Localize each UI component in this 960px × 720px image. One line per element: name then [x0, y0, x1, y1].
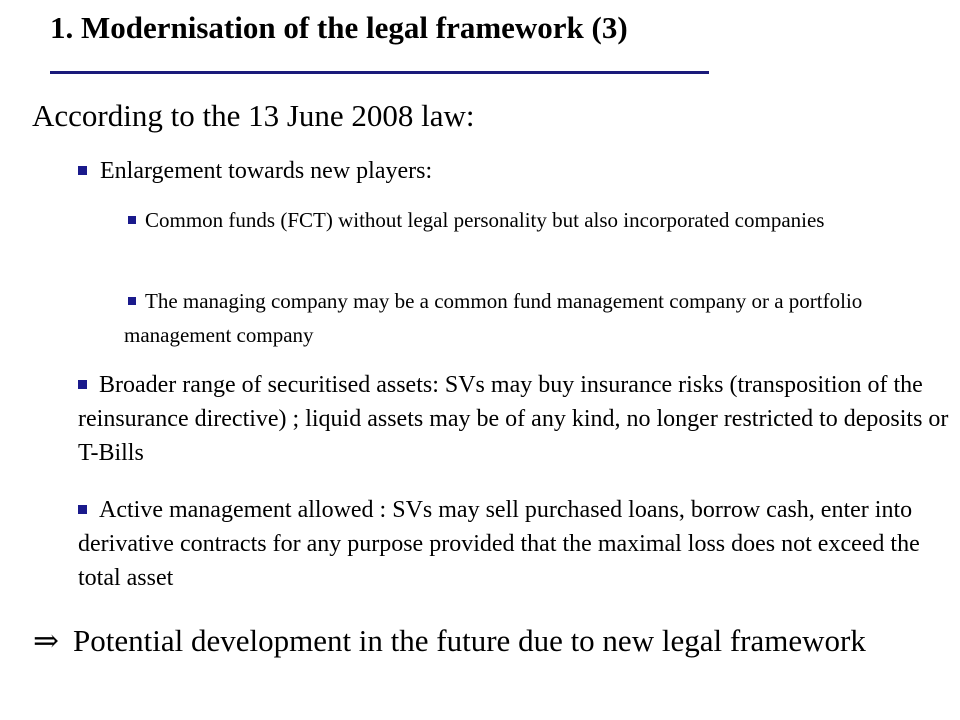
sub-bullet-common-funds: [124, 203, 924, 237]
title-underline: [50, 71, 709, 74]
square-bullet-icon: [78, 505, 87, 514]
sub-bullet-managing-company-text: The managing company may be a common fund management company or a portfolio management company: [124, 289, 863, 347]
bullet-enlargement: [78, 153, 432, 189]
page-title: 1. Modernisation of the legal framework (3): [50, 10, 628, 45]
implies-arrow-icon: ⇒: [33, 623, 59, 658]
square-bullet-icon: [78, 380, 87, 389]
bullet-securitised-assets-text: Broader range of securitised assets: SVs may buy insurance risks (transposition of the reinsurance directive) ; liquid assets may be of any kind, no longer restricted to deposits or T-Bills: [78, 372, 949, 466]
conclusion-text: Potential development in the future due to new legal framework: [72, 623, 866, 658]
bullet-enlargement-text: Enlargement towards new players:: [100, 158, 433, 184]
square-bullet-icon: [78, 166, 87, 175]
square-bullet-icon: [128, 216, 136, 224]
bullet-active-management: [78, 493, 958, 595]
sub-bullet-managing-company: [124, 284, 924, 352]
sub-bullet-common-funds-text: Common funds (FCT) without legal personality but also incorporated companies: [145, 208, 825, 232]
bullet-securitised-assets: [78, 368, 958, 470]
bullet-active-management-text: Active management allowed : SVs may sell purchased loans, borrow cash, enter into derivative contracts for any purpose provided that the maximal loss does not exceed the total asset: [78, 497, 920, 591]
square-bullet-icon: [128, 297, 136, 305]
intro-text: According to the 13 June 2008 law:: [32, 98, 475, 133]
conclusion: [33, 621, 933, 661]
